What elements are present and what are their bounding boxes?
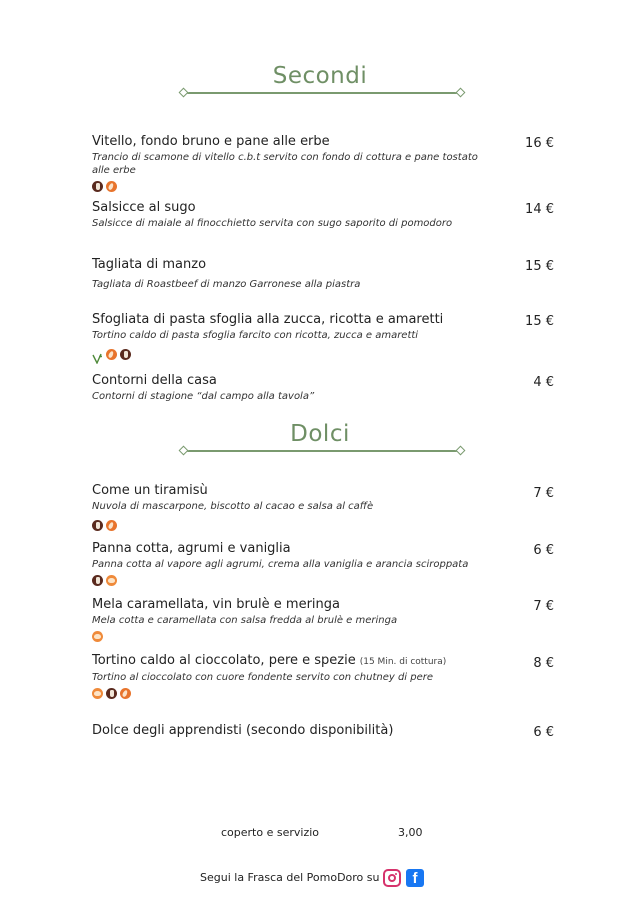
instagram-icon[interactable] [383,869,401,887]
cover-charge-label: coperto e servizio [221,826,320,839]
item-price: 15 € [525,259,554,274]
item-description: Salsicce di maiale al finocchietto servita con sugo saporito di pomodoro [92,218,453,229]
dairy-icon [120,349,131,360]
social-links [383,869,424,887]
section-divider [184,92,460,94]
item-name: Salsicce al sugo [92,200,196,215]
item-description: Contorni di stagione “dal campo alla tavola” [92,391,315,402]
allergen-icons [92,181,557,192]
item-name-text: Tortino caldo al cioccolato, pere e spezie [92,653,356,668]
nuts-icon [92,688,103,699]
section-title-secondi: Secondi [272,63,368,89]
item-description: Mela cotta e caramellata con salsa fredda al brulè e meringa [92,615,398,626]
menu-item [92,312,557,360]
item-note: (15 Min. di cottura) [359,657,447,667]
gluten-icon [120,688,131,699]
gluten-icon [106,520,117,531]
item-description: Tortino al cioccolato con cuore fondente servito con chutney di pere [92,672,434,683]
allergen-icons [92,631,557,642]
item-name: Panna cotta, agrumi e vaniglia [92,541,291,556]
dairy-icon [92,575,103,586]
item-price: 16 € [525,136,554,151]
dairy-icon [92,181,103,192]
item-price: 7 € [533,486,554,501]
nuts-icon [92,631,103,642]
item-name [92,653,557,670]
menu-item [92,257,557,291]
section-title-dolci: Dolci [290,421,350,447]
dairy-icon [106,688,117,699]
menu-item [92,134,557,192]
item-description: Tortino caldo di pasta sfoglia farcito con ricotta, zucca e amaretti [92,330,419,341]
item-name: Mela caramellata, vin brulè e meringa [92,597,340,612]
item-price: 14 € [525,202,554,217]
dairy-icon [92,520,103,531]
nuts-icon [106,575,117,586]
item-name: Vitello, fondo bruno e pane alle erbe [92,134,330,149]
vegetarian-icon [92,349,103,360]
menu-item [92,597,557,642]
item-name: Dolce degli apprendisti (secondo disponibilità) [92,723,394,738]
facebook-icon[interactable]: f [406,869,424,887]
item-price: 15 € [525,314,554,329]
section-divider [184,450,460,452]
menu-item [92,200,557,230]
allergen-icons [92,520,557,531]
menu-item [92,541,557,586]
cover-charge-price: 3,00 [398,826,423,839]
item-name: Come un tiramisù [92,483,208,498]
menu-item [92,653,557,699]
item-description: Trancio di scamone di vitello c.b.t servito con fondo di cottura e pane tostato alle erbe [92,152,478,176]
allergen-icons [92,575,557,586]
item-name: Tagliata di manzo [92,257,207,272]
item-price: 6 € [533,725,554,740]
item-price: 8 € [533,656,554,671]
item-price: 6 € [533,543,554,558]
gluten-icon [106,181,117,192]
social-text: Segui la Frasca del PomoDoro su [200,871,380,884]
item-price: 4 € [533,375,554,390]
item-price: 7 € [533,599,554,614]
item-description: Nuvola di mascarpone, biscotto al cacao e salsa al caffè [92,501,374,512]
gluten-icon [106,349,117,360]
allergen-icons [92,688,557,699]
item-name: Contorni della casa [92,373,217,388]
item-description: Tagliata di Roastbeef di manzo Garronese alla piastra [92,279,361,290]
item-description: Panna cotta al vapore agli agrumi, crema alla vaniglia e arancia sciroppata [92,559,469,570]
item-name: Sfogliata di pasta sfoglia alla zucca, ricotta e amaretti [92,312,444,327]
menu-item [92,373,557,403]
menu-item [92,723,557,739]
menu-item [92,483,557,531]
allergen-icons [92,349,557,360]
